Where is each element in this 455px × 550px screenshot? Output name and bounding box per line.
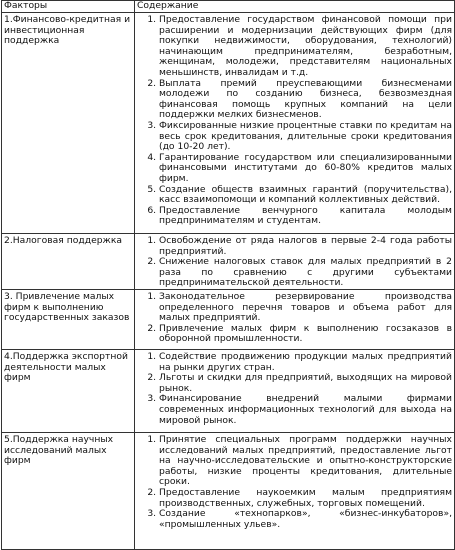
list-item: 2. Снижение налоговых ставок для малых предприятий в 2 раза по сравнению с другими субъектами предпринимательской деятельности. [159,257,452,289]
list-item: 2. Выплата премий преуспевающими бизнесменами молодежи по созданию бизнеса, безвозмездная финансовая помощь крупных компаний на цели поддержки мелких бизнесменов. [159,79,452,121]
list-item: 1. Предоставление государством финансовой помощи при расширении и модернизации действующих фирм (для покупки недвижимости, оборудования, технологий) начинающим предпринимателям, безработным, женщинам, молодежи, представителям национальных меньшинств, инвалидам и т.д. [159,15,452,79]
list-item: 1. Освобождение от ряда налогов в первые 2-4 года работы предприятий. [159,236,452,257]
list-item: 3. Фиксированные низкие процентные ставки по кредитам на весь срок кредитования, длительные сроки кредитования (до 10-20 лет). [159,121,452,153]
list-item: 6. Предоставление венчурного капитала молодым предпринимателям и студентам. [159,206,452,227]
factor-label: 3. Привлечение малых фирм к выполнению государственных заказов [4,290,130,324]
table-header-row [2,1,455,13]
content-cell [135,432,455,549]
measures-list [137,292,452,345]
measures-list [137,435,452,530]
content-cell [135,234,455,290]
list-item: 1. Принятие специальных программ поддержки научных исследований малых предприятий, предоставление льгот на научно-исследовательские и опытно-конструкторские работы, низкие проценты кредитования, длительные сроки. [159,435,452,488]
measures-list [137,352,452,426]
list-item: 3. Создание «технопарков», «бизнес-инкубаторов», «промышленных ульев». [159,509,452,530]
list-item: 5. Создание обществ взаимных гарантий (поручительства), касс взаимопомощи и компаний коллективных действий. [159,185,452,206]
factor-cell [2,432,135,549]
content-cell [135,289,455,349]
list-item: 3. Финансирование внедрений малыми фирмами современных информационных технологий для выхода на мировой рынок. [159,394,452,426]
list-item: 1. Содействие продвижению продукции малых предприятий на рынки других стран. [159,352,452,373]
measures-list [137,236,452,289]
factor-label: 2.Налоговая поддержка [4,235,123,246]
list-item: 4. Гарантирование государством или специализированными финансовыми институтами до 60-80% кредитов малых фирм. [159,153,452,185]
factors-table [1,0,455,550]
content-cell [135,349,455,432]
factor-label: 5.Поддержка научных исследований малых фирм [4,433,114,467]
factor-cell [2,289,135,349]
factor-cell [2,349,135,432]
table-row [2,289,455,349]
content-cell [135,13,455,234]
measures-list [137,15,452,227]
header-factors: Факторы [2,1,135,13]
factor-cell [2,234,135,290]
list-item: 2. Привлечение малых фирм к выполнению госзаказов в оборонной промышленности. [159,324,452,345]
factor-cell [2,13,135,234]
header-content: Содержание [135,1,455,13]
table-row [2,234,455,290]
list-item: 2. Предоставление наукоемким малым предприятиям производственных, служебных, торговых помещений. [159,488,452,509]
table-row [2,13,455,234]
factor-label: 4.Поддержка экспортной деятельности малых фирм [4,350,128,384]
table-row [2,432,455,549]
list-item: 1. Законодательное резервирование производства определенного перечня товаров и объема работ для малых предприятий. [159,292,452,324]
list-item: 2. Льготы и скидки для предприятий, выходящих на мировой рынок. [159,373,452,394]
factor-label: 1.Финансово-кредитная и инвестиционная поддержка [4,14,131,47]
table-row [2,349,455,432]
